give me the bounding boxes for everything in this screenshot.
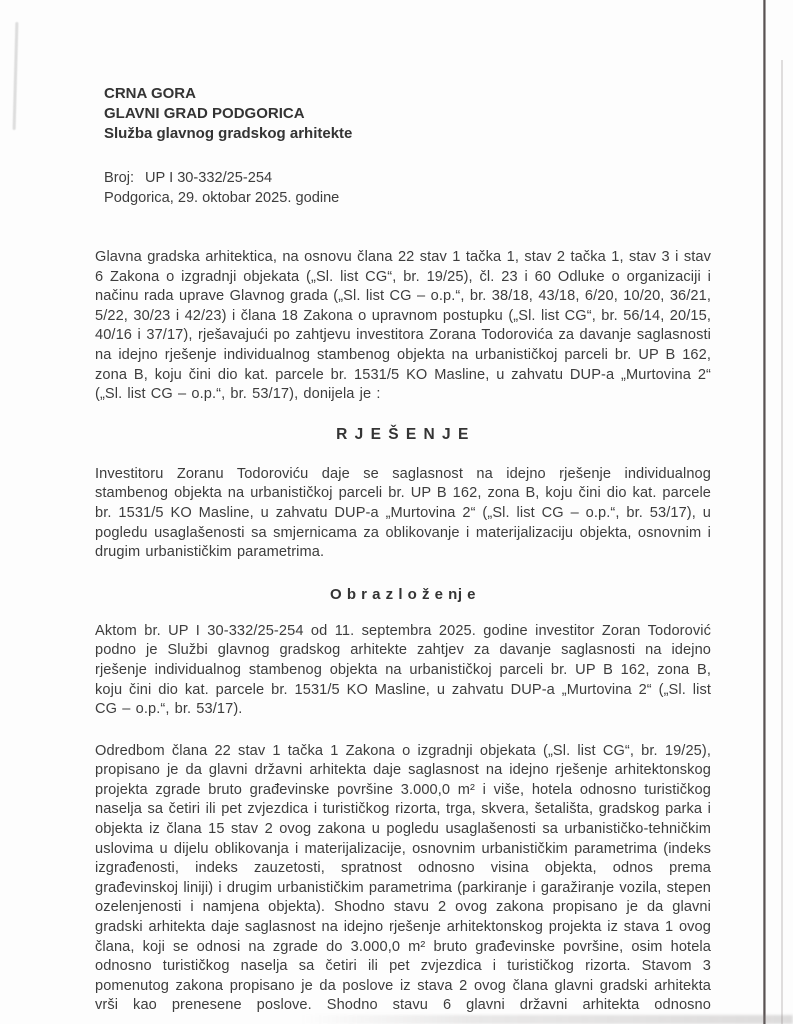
scan-edge-line [763, 0, 766, 1024]
reference-number-value: UP I 30-332/25-254 [145, 170, 273, 186]
intro-paragraph: Glavna gradska arhitektica, na osnovu člana 22 stav 1 tačka 1, stav 2 tačka 1, stav 3 i stav 6 Zakona o izgradnji objekata („Sl. list CG“, br. 19/25), čl. 23 i 60 Odluke o organizaciji i načinu rada uprave Glavnog grada („Sl. list CG – o.p.“, br. 38/18, 43/18, 6/20, 10/20, 36/21, 5/22, 30/23 i 42/23) i člana 18 Zakona o upravnom postupku („Sl. list CG“, br. 56/14, 20/15, 40/16 i 37/17), rješavajući po zahtjevu investitora Zorana Todorovića za davanje saglasnosti na idejno rješenje individualnog stambenog objekta na urbanističkoj parceli br. UP B 162, zona B, koju čini dio kat. parcele br. 1531/5 KO Masline, u zahvatu DUP-a „Murtovina 2“ („Sl. list CG – o.p.“, br. 53/17), donijela je : [95, 249, 711, 403]
decision-paragraph: Investitoru Zoranu Todoroviću daje se saglasnost na idejno rješenje individualnog stambenog objekta na urbanističkoj parceli br. UP B 162, zona B, koju čini dio kat. parcele br. 1531/5 KO Masline, u zahvatu DUP-a „Murtovina 2“ („Sl. list CG – o.p.“, br. 53/17), u pogledu usaglašenosti sa smjernicama za oblikovanje i materijalizaciju objekta, osnovnim i drugim urbanističkim parametrima. [95, 465, 711, 561]
letterhead-city: GLAVNI GRAD PODGORICA [104, 105, 305, 122]
document-content [95, 84, 711, 1016]
decision-title: R J E Š E N J E [336, 425, 470, 443]
letterhead-department: Služba glavnog gradskog arhitekte [104, 125, 353, 142]
reference-block [104, 168, 711, 208]
scan-bottom-shadow [300, 1015, 793, 1024]
scan-corner-streak [13, 22, 19, 130]
reference-number-label: Broj: [104, 170, 135, 186]
letterhead-country: CRNA GORA [104, 85, 196, 102]
reference-place-date: Podgorica, 29. oktobar 2025. godine [104, 190, 340, 206]
letterhead [104, 84, 711, 144]
scan-edge-line-faint [781, 60, 783, 1024]
explanation-paragraph-1: Aktom br. UP I 30-332/25-254 od 11. septembra 2025. godine investitor Zoran Todorović podno je Službi glavnog gradskog arhitekte zahtjev za davanje saglasnosti na idejno rješenje individualnog stambenog objekta na urbanističkoj parceli br. UP B 162, zona B, koju čini dio kat. parcele br. 1531/5 KO Masline, u zahvatu DUP-a „Murtovina 2“ („Sl. list CG – o.p.“, br. 53/17). [95, 622, 711, 718]
reference-number-line [104, 168, 711, 188]
explanation-paragraph-2: Odredbom člana 22 stav 1 tačka 1 Zakona o izgradnji objekata („Sl. list CG“, br. 19/25), propisano je da glavni državni arhitekta daje saglasnost na idejno rješenje arhitektonskog projekta zgrade bruto građevinske površine 3.000,0 m² i više, hotela odnosno turističkog naselja sa četiri ili pet zvjezdica i turističkog rizorta, trga, skvera, šetališta, gradskog parka i objekta iz člana 15 stav 2 ovog zakona u pogledu usaglašenosti sa urbanističko-tehničkim uslovima u dijelu oblikovanja i materijalizacije, osnovnim urbanističkim parametrima (indeks izgrađenosti, indeks zauzetosti, spratnost odnosno visina objekta, odnos prema građevinskoj liniji) i drugim urbanističkim parametrima (parkiranje i garažiranje vozila, stepen ozelenjenosti i namjena objekta). Shodno stavu 2 ovog zakona propisano je da glavni gradski arhitekta daje saglasnost na idejno rješenje arhitektonskog projekta iz stava 1 ovog člana, koji se odnosi na zgrade do 3.000,0 m² bruto građevinske površine, osim hotela odnosno turističkog naselja sa četiri ili pet zvjezdica i turističkog rizorta. Stavom 3 pomenutog zakona propisano je da poslove iz stava 2 ovog člana glavni gradski arhitekta vrši kao prenesene poslove. Shodno stavu 6 glavni državni arhitekta odnosno [95, 742, 711, 1014]
explanation-title: O b r a z l o ž e nj e [329, 585, 477, 603]
